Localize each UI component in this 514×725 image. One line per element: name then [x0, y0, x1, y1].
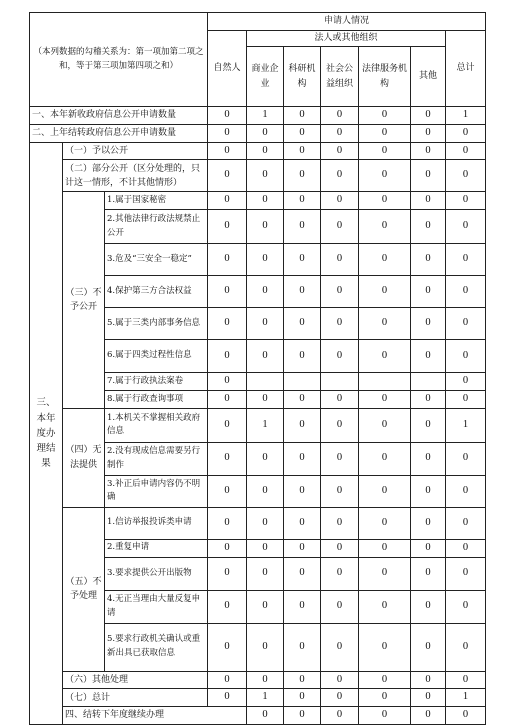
cell: 0: [321, 160, 359, 192]
cell: 0: [359, 707, 411, 725]
cell: 0: [359, 408, 411, 442]
cell: 0: [247, 276, 284, 308]
cell: 0: [411, 308, 446, 340]
row-label: 3.要求提供公开出版物: [105, 557, 208, 590]
cell: 0: [284, 671, 321, 689]
cell: 0: [411, 557, 446, 590]
cell: 0: [247, 142, 284, 160]
cell: 0: [284, 390, 321, 408]
cell: 0: [247, 539, 284, 557]
row-label: 一、本年新收政府信息公开申请数量: [30, 107, 208, 125]
cell: 0: [208, 124, 247, 142]
cell: 0: [411, 244, 446, 276]
cell: 0: [284, 590, 321, 623]
cell: 0: [446, 390, 486, 408]
cell: 0: [247, 475, 284, 507]
cell: 0: [359, 124, 411, 142]
cell: 1: [446, 689, 486, 707]
cell: 0: [321, 107, 359, 125]
cell: 0: [321, 192, 359, 210]
cell: 0: [321, 689, 359, 707]
cell: 0: [359, 475, 411, 507]
row-label: （六）其他处理: [63, 671, 208, 689]
cell: 0: [247, 623, 284, 671]
cell: 0: [284, 107, 321, 125]
row-label: 2.没有现成信息需要另行制作: [105, 442, 208, 475]
cell: 0: [247, 160, 284, 192]
header-legal-group: 法人或其他组织: [247, 31, 446, 47]
cell: 0: [321, 340, 359, 373]
cell: 0: [247, 557, 284, 590]
cell: 0: [321, 475, 359, 507]
cell: 0: [446, 308, 486, 340]
cell: 0: [446, 142, 486, 160]
cell: 0: [359, 308, 411, 340]
cell: 0: [284, 244, 321, 276]
cell: [284, 373, 321, 391]
table-row: [30, 192, 486, 210]
header-research: 科研机构: [284, 47, 321, 107]
cell: 0: [247, 442, 284, 475]
cell: 0: [446, 160, 486, 192]
cell: 0: [208, 107, 247, 125]
cell: 0: [411, 475, 446, 507]
cell: 1: [247, 689, 284, 707]
cell: 0: [321, 276, 359, 308]
cell: 0: [284, 340, 321, 373]
cell: 0: [247, 192, 284, 210]
cell: 0: [208, 390, 247, 408]
row-label: 1.信访举报投诉类申请: [105, 507, 208, 539]
cell: 0: [359, 210, 411, 244]
cell: 0: [411, 539, 446, 557]
cell: 0: [208, 689, 247, 707]
cell: 0: [321, 210, 359, 244]
cell: 0: [208, 557, 247, 590]
table-row: [30, 408, 486, 442]
row-label: 7.属于行政执法案卷: [105, 373, 208, 391]
row-label: 2.重复申请: [105, 539, 208, 557]
cell: 0: [446, 507, 486, 539]
cell: 0: [284, 707, 321, 725]
cell: 0: [321, 707, 359, 725]
row-label: 3.补正后申请内容仍不明确: [105, 475, 208, 507]
cell: 0: [446, 244, 486, 276]
row-label: 6.属于四类过程性信息: [105, 340, 208, 373]
cell: 0: [321, 142, 359, 160]
cell: 0: [208, 539, 247, 557]
cell: 0: [208, 373, 247, 391]
cell: 0: [359, 276, 411, 308]
cell: 0: [321, 308, 359, 340]
cell: 0: [321, 671, 359, 689]
cell: 0: [411, 623, 446, 671]
cell: 0: [208, 442, 247, 475]
row-label: 1.本机关不掌握相关政府信息: [105, 408, 208, 442]
cell: 0: [321, 244, 359, 276]
cell: 0: [284, 408, 321, 442]
disclosure-statistics-table: [29, 12, 486, 725]
row-label: 5.要求行政机关确认或重新出具已获取信息: [105, 623, 208, 671]
section-3-label: 三、本年度办理结果: [30, 142, 63, 724]
cell: 0: [411, 408, 446, 442]
cell: 0: [284, 507, 321, 539]
cell: 0: [411, 590, 446, 623]
cell: 0: [359, 623, 411, 671]
cell: 0: [446, 373, 486, 391]
cell: 0: [208, 160, 247, 192]
cell: 0: [446, 707, 486, 725]
cell: 1: [247, 408, 284, 442]
cell: 0: [359, 160, 411, 192]
cell: 0: [208, 142, 247, 160]
cell: 0: [247, 671, 284, 689]
cell: 0: [446, 539, 486, 557]
row-label: 四、结转下年度继续办理: [63, 707, 247, 725]
cell: 0: [208, 192, 247, 210]
cell: 0: [284, 623, 321, 671]
cell: 0: [446, 557, 486, 590]
cell: 0: [284, 142, 321, 160]
header-applicant: 申请人情况: [208, 13, 486, 31]
cell: 0: [321, 507, 359, 539]
cell: 0: [247, 507, 284, 539]
table-row: [30, 160, 486, 192]
cell: 0: [247, 210, 284, 244]
cell: 0: [321, 124, 359, 142]
cell: 0: [247, 590, 284, 623]
cell: 0: [359, 192, 411, 210]
cell: 0: [446, 192, 486, 210]
cell: [411, 373, 446, 391]
group-5-label: （五）不予处理: [63, 507, 105, 671]
cell: 0: [208, 590, 247, 623]
cell: 0: [321, 557, 359, 590]
cell: 0: [359, 340, 411, 373]
row-label: 4.无正当理由大量反复申请: [105, 590, 208, 623]
cell: 0: [247, 308, 284, 340]
cell: 0: [411, 124, 446, 142]
cell: 0: [284, 276, 321, 308]
cell: 0: [446, 124, 486, 142]
group-3-label: （三）不予公开: [63, 192, 105, 408]
cell: 0: [321, 590, 359, 623]
header-natural-person: 自然人: [208, 31, 247, 107]
row-label: （七）总计: [63, 689, 208, 707]
table-row: [30, 124, 486, 142]
table-row: [30, 689, 486, 707]
table-row: [30, 671, 486, 689]
cell: 1: [446, 107, 486, 125]
cell: 0: [321, 442, 359, 475]
table-row: [30, 507, 486, 539]
cell: 0: [321, 390, 359, 408]
cell: 0: [359, 590, 411, 623]
cell: 0: [446, 671, 486, 689]
cell: 0: [208, 244, 247, 276]
cell: 0: [284, 442, 321, 475]
cell: 0: [247, 124, 284, 142]
cell: 0: [359, 689, 411, 707]
cell: 0: [247, 340, 284, 373]
cell: 0: [411, 442, 446, 475]
cell: 0: [446, 475, 486, 507]
cell: 0: [411, 210, 446, 244]
row-label: 4.保护第三方合法权益: [105, 276, 208, 308]
row-label: （二）部分公开（区分处理的，只计这一情形，不计其他情形）: [63, 160, 208, 192]
table-row: [30, 107, 486, 125]
cell: [359, 373, 411, 391]
cell: 0: [359, 671, 411, 689]
cell: 0: [247, 244, 284, 276]
cell: 0: [359, 507, 411, 539]
cell: 0: [359, 557, 411, 590]
group-4-label: （四）无法提供: [63, 408, 105, 507]
cell: 0: [284, 475, 321, 507]
header-total: 总计: [446, 31, 486, 107]
cell: 1: [247, 107, 284, 125]
cell: 0: [446, 340, 486, 373]
cell: 0: [247, 707, 284, 725]
cell: 0: [359, 244, 411, 276]
cell: [247, 373, 284, 391]
cell: 0: [359, 539, 411, 557]
row-label: 2.其他法律行政法规禁止公开: [105, 210, 208, 244]
row-label: 5.属于三类内部事务信息: [105, 308, 208, 340]
header-other: 其他: [411, 47, 446, 107]
cell: 0: [411, 507, 446, 539]
header-legal-service: 法律服务机构: [359, 47, 411, 107]
cell: 0: [321, 408, 359, 442]
cell: 0: [284, 557, 321, 590]
row-label: 8.属于行政查询事项: [105, 390, 208, 408]
cell: 0: [208, 671, 247, 689]
row-label: 二、上年结转政府信息公开申请数量: [30, 124, 208, 142]
cell: 0: [247, 390, 284, 408]
cell: 0: [411, 107, 446, 125]
cell: [321, 373, 359, 391]
cell: 0: [446, 276, 486, 308]
cell: 0: [284, 192, 321, 210]
cell: 0: [411, 390, 446, 408]
cell: 0: [446, 210, 486, 244]
cell: 0: [208, 623, 247, 671]
cell: 0: [359, 442, 411, 475]
cell: 0: [321, 623, 359, 671]
cell: 0: [411, 671, 446, 689]
cell: 0: [446, 590, 486, 623]
cell: 1: [446, 408, 486, 442]
row-label: 1.属于国家秘密: [105, 192, 208, 210]
cell: 0: [321, 539, 359, 557]
cell: 0: [359, 390, 411, 408]
cell: 0: [208, 276, 247, 308]
cell: 0: [411, 689, 446, 707]
cell: 0: [284, 539, 321, 557]
cell: 0: [208, 210, 247, 244]
header-note: （本列数据的勾稽关系为：第一项加第二项之和，等于第三项加第四项之和）: [30, 13, 208, 107]
cell: 0: [359, 142, 411, 160]
cell: 0: [284, 210, 321, 244]
cell: 0: [411, 142, 446, 160]
cell: 0: [208, 340, 247, 373]
cell: 0: [284, 308, 321, 340]
header-social: 社会公益组织: [321, 47, 359, 107]
cell: 0: [411, 707, 446, 725]
cell: 0: [208, 475, 247, 507]
cell: 0: [411, 276, 446, 308]
row-label: 3.危及“三安全一稳定”: [105, 244, 208, 276]
cell: 0: [284, 689, 321, 707]
cell: 0: [208, 408, 247, 442]
cell: 0: [446, 442, 486, 475]
cell: 0: [208, 308, 247, 340]
cell: 0: [284, 124, 321, 142]
cell: 0: [411, 160, 446, 192]
table-row: [30, 142, 486, 160]
cell: 0: [284, 160, 321, 192]
header-business: 商业企业: [247, 47, 284, 107]
cell: 0: [208, 507, 247, 539]
cell: 0: [411, 340, 446, 373]
row-label: （一）予以公开: [63, 142, 208, 160]
cell: 0: [446, 623, 486, 671]
cell: 0: [411, 192, 446, 210]
cell: 0: [359, 107, 411, 125]
